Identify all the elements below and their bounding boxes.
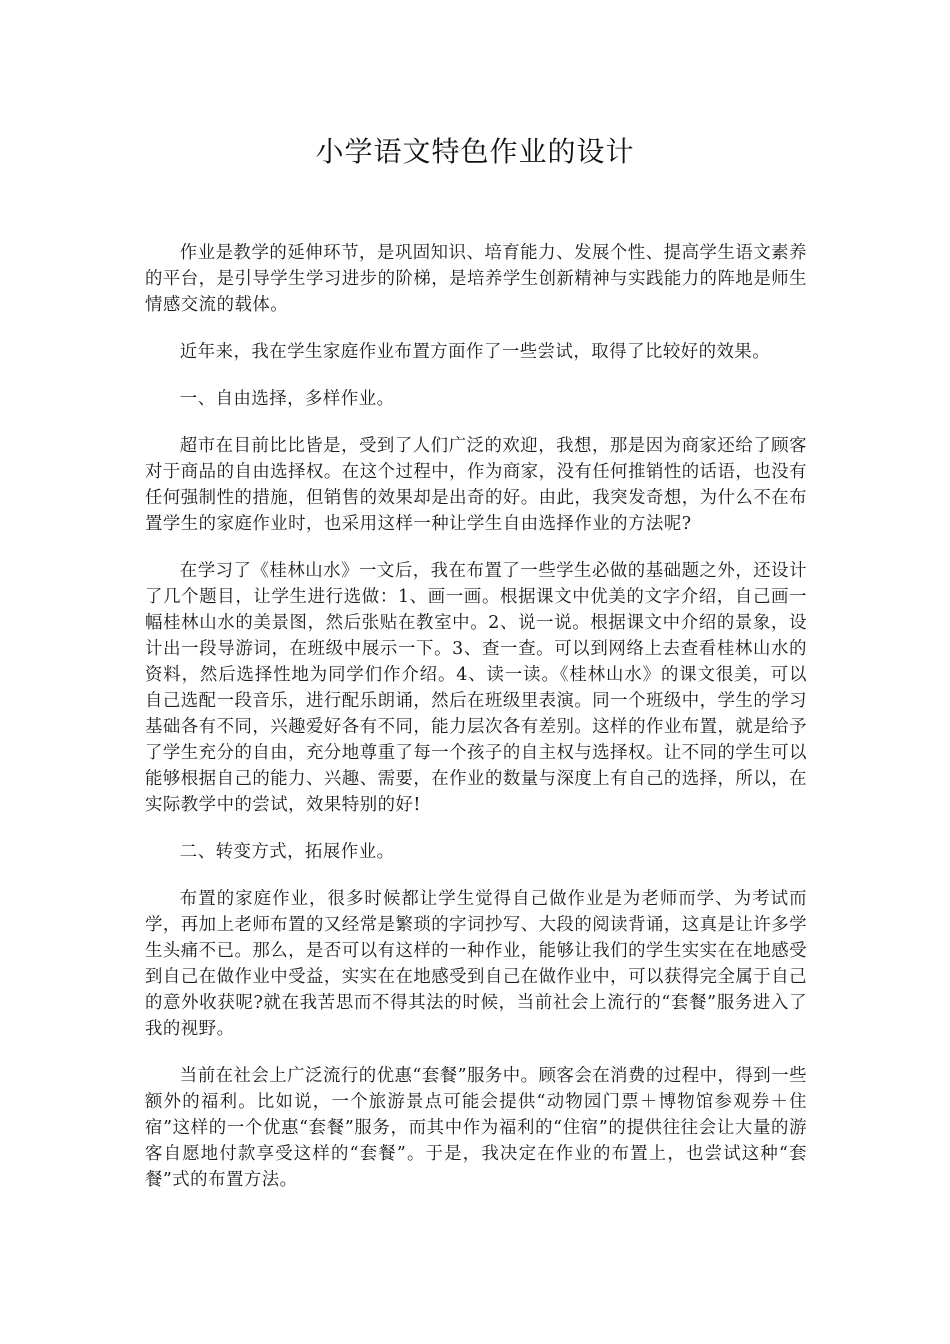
paragraph-intro: 作业是教学的延伸环节，是巩固知识、培育能力、发展个性、提高学生语文素养的平台，是引导学生学习进步的阶梯，是培养学生创新精神与实践能力的阵地是师生情感交流的载体。 (145, 243, 807, 315)
section-heading-2: 二、转变方式，拓展作业。 (179, 842, 395, 862)
paragraph-supermarket: 超市在目前比比皆是，受到了人们广泛的欢迎，我想，那是因为商家还给了顾客对于商品的自由选择权。在这个过程中，作为商家，没有任何推销性的话语，也没有任何强制性的措施，但销售的效果却是出奇的好。由此，我突发奇想，为什么不在布置学生的家庭作业时，也采用这样一种让学生自由选择作业的方法呢? (145, 436, 807, 534)
section-heading-1: 一、自由选择，多样作业。 (179, 389, 395, 409)
paragraph-recent-attempts: 近年来，我在学生家庭作业布置方面作了一些尝试，取得了比较好的效果。 (179, 342, 771, 362)
paragraph-homework-burden: 布置的家庭作业，很多时候都让学生觉得自己做作业是为老师而学、为考试而学，再加上老师布置的又经常是繁琐的字词抄写、大段的阅读背诵，这真是让许多学生头痛不已。那么，是否可以有这样的一种作业，能够让我们的学生实实在在地感受到自己在做作业中受益，实实在在地感受到自己在做作业中，可以获得完全属于自己的意外收获呢?就在我苦思而不得其法的时候，当前社会上流行的“套餐”服务进入了我的视野。 (145, 889, 807, 1039)
paragraph-package-service: 当前在社会上广泛流行的优惠“套餐”服务中。顾客会在消费的过程中，得到一些额外的福利。比如说，一个旅游景点可能会提供“动物园门票＋博物馆参观券＋住宿”这样的一个优惠“套餐”服务，而其中作为福利的“住宿”的提供往往会让大量的游客自愿地付款享受这样的“套餐”。于是，我决定在作业的布置上，也尝试这种“套餐”式的布置方法。 (145, 1066, 807, 1190)
document-body (145, 240, 807, 1214)
document-title: 小学语文特色作业的设计 (315, 135, 635, 168)
paragraph-guilin-example: 在学习了《桂林山水》一文后，我在布置了一些学生必做的基础题之外，还设计了几个题目，让学生进行选做：1、画一画。根据课文中优美的文字介绍，自己画一幅桂林山水的美景图，然后张贴在教室中。2、说一说。根据课文中介绍的景象，设计出一段导游词，在班级中展示一下。3、查一查。可以到网络上去查看桂林山水的资料，然后选择性地为同学们作介绍。4、读一读。《桂林山水》的课文很美，可以自己选配一段音乐，进行配乐朗诵，然后在班级里表演。同一个班级中，学生的学习基础各有不同，兴趣爱好各有不同，能力层次各有差别。这样的作业布置，就是给予了学生充分的自由，充分地尊重了每一个孩子的自主权与选择权。让不同的学生可以能够根据自己的能力、兴趣、需要，在作业的数量与深度上有自己的选择，所以，在实际教学中的尝试，效果特别的好! (145, 561, 807, 815)
